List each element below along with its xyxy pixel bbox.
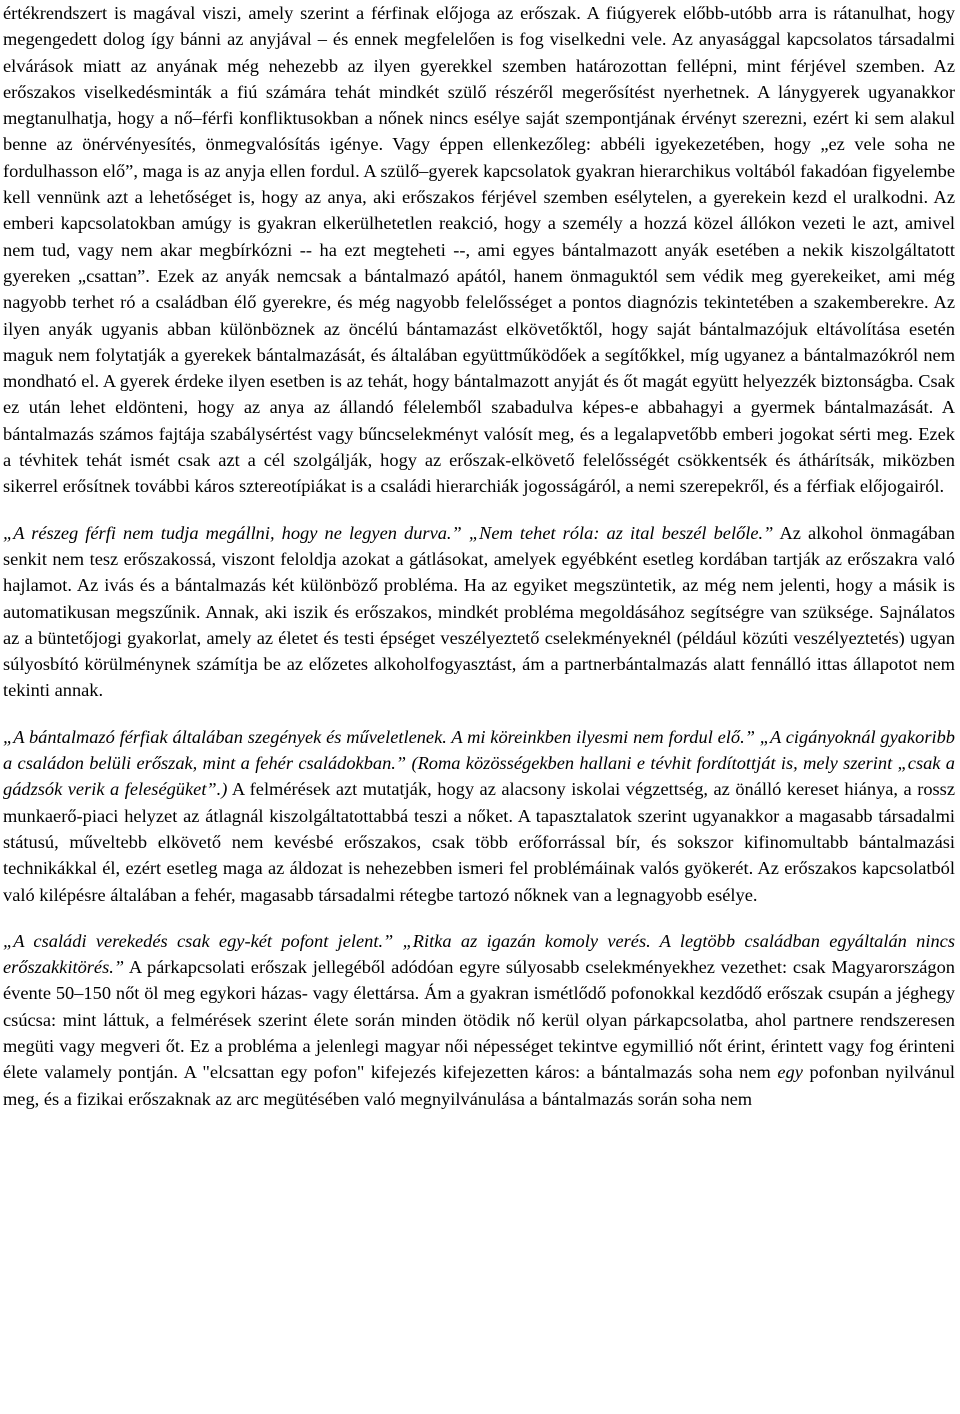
italic-text: egy [777, 1062, 803, 1083]
paragraph [3, 928, 955, 1112]
body-text: Az alkohol önmagában senkit nem tesz erőszakossá, viszont feloldja azokat a gátlásokat, amelyek egyébként esetleg kordában tartják az erőszakra való hajlamot. Az ivás és a bántalmazás két különböző probléma. Ha az egyiket megszüntetik, az még nem jelenti, hogy a másik is automatikusan megszűnik. Annak, aki iszik és erőszakos, mindkét probléma megoldásához segítségre van szüksége. Sajnálatos az a büntetőjogi gyakorlat, amely az életet és testi épséget veszélyeztető cselekményeknél (például közúti veszélyeztetés) ugyan súlyosbító körülménynek számítja be az előzetes alkoholfogyasztást, ám a partnerbántalmazás alatt fennálló ittas állapotot nem tekinti annak. [3, 522, 955, 701]
italic-text: „A családi verekedés csak egy-két pofont jelent.” „Ritka az igazán komoly verés. A legtöbb családban egyáltalán nincs erőszakkitörés.” [3, 930, 955, 978]
paragraph [3, 0, 955, 500]
italic-text: „A bántalmazó férfiak általában szegények és műveletlenek. A mi köreinkben ilyesmi nem fordul elő.” „A cigányoknál gyakoribb a családon belüli erőszak, mint a fehér családokban.” (Roma közösségekben hallani e tévhit fordítottját is, mely szerint „csak a gádzsók verik a feleségüket”.) [3, 726, 955, 800]
body-text: A felmérések azt mutatják, hogy az alacsony iskolai végzettség, az önálló kereset hiánya, a rossz munkaerő-piaci helyzet az átlagnál kiszolgáltatottabbá teszi a nőket. A tapasztalatok szerint ugyanakkor a magasabb társadalmi státusú, műveltebb elkövető nem kevésbé erőszakos, csak több erőforrással bír, és sokszor kifinomultabb bántalmazási technikákkal él, ezért esetleg maga az áldozat is nehezebben ismeri fel problémáinak valós gyökerét. Az erőszakos kapcsolatból való kilépésre általában a fehér, magasabb társadalmi rétegbe tartozó nőknek van a legnagyobb esélye. [3, 779, 956, 905]
document-body [3, 0, 955, 1112]
paragraph [3, 724, 955, 908]
body-text: értékrendszert is magával viszi, amely szerint a férfinak előjoga az erőszak. A fiúgyerek előbb-utóbb arra is rátanulhat, hogy megengedett dolog így bánni az anyjával – és ennek megfelelően is fog viselkedni vele. Az anyasággal kapcsolatos társadalmi elvárások miatt az anyának még nehezebb az ilyen gyerekkel szemben határozottan fellépni, mint férjével szemben. Az erőszakos viselkedésminták a fiú számára tehát mindkét szülő részéről megerősítést nyerhetnek. A lánygyerek ugyanakkor megtanulhatja, hogy a nő–férfi konfliktusokban a nőnek nincs esélye saját szempontjának érvényt szerezni, ezért ki sem alakul benne az önérvényesítés, önmegvalósítás igénye. Vagy éppen ellenkezőleg: abbéli igyekezetében, hogy „ez vele soha ne fordulhasson elő”, maga is az anyja ellen fordul. A szülő–gyerek kapcsolatok gyakran hierarchikus voltából fakadóan figyelembe kell vennünk azt a lehetőséget is, hogy az anya, aki erőszakos férjével szemben esélytelen, a gyerekein kezd el uralkodni. Az emberi kapcsolatokban amúgy is gyakran elkerülhetetlen reakció, hogy a személy a hozzá közel állókon vezeti le azt, amivel nem tud, vagy nem akar megbírkózni -- ha ezt megteheti --, ami egyes bántalmazott anyák esetében a nekik kiszolgáltatott gyereken „csattan”. Ezek az anyák nemcsak a bántalmazó apától, hanem önmaguktól sem védik meg gyerekeiket, ami még nagyobb terhet ró a családban élő gyerekre, és még nagyobb felelősséget a pontos diagnózis tekintetében a szakemberekre. Az ilyen anyák ugyanis abban különböznek az öncélú bántamazást elkövetőktől, hogy saját bántalmazójuk eltávolítása esetén maguk nem folytatják a gyerekek bántalmazását, és általában együttműködőek a segítőkkel, míg ugyanez a bántalmazókról nem mondható el. A gyerek érdeke ilyen esetben is az tehát, hogy bántalmazott anyját és őt magát együtt helyezzék biztonságba. Csak ez után lehet eldönteni, hogy az anya az állandó félelemből szabadulva képes-e abbahagyi a gyermek bántalmazását. A bántalmazás számos fajtája szabálysértést vagy bűncselekményt valósít meg, és a legalapvetőbb emberi jogokat sérti meg. Ezek a tévhitek tehát ismét csak azt a cél szolgálják, hogy az erőszak-elkövető felelősségét csökkentsék és áthárítsák, miközben sikerrel erősítnek további káros sztereotípiákat is a családi hierarchiák jogosságáról, a nemi szerepekről, és a férfiak előjogairól. [3, 3, 955, 497]
body-text: A párkapcsolati erőszak jellegéből adódóan egyre súlyosabb cselekményekhez vezethet: csak Magyarországon évente 50–150 nőt öl meg egykori házas- vagy élettársa. Ám a gyakran ismétlődő pofonokkal kezdődő erőszak csupán a jéghegy csúcsa: mint láttuk, a felmérések szerint élete során minden ötödik nő kerül olyan párkapcsolatba, ahol partnere rendszeresen megüti vagy megveri őt. Ez a probléma a jelenlegi magyar női népességet tekintve egymillió nőt érint, érintett vagy fog érinteni élete valamely pontján. A "elcsattan egy pofon" kifejezés kifejezetten káros: a bántalmazás soha nem [3, 957, 955, 1083]
body-text: pofonban nyilvánul meg, és a fizikai erőszaknak az arc megütésében való megnyilvánulása a bántalmazás során soha nem [3, 1062, 955, 1109]
paragraph [3, 520, 955, 704]
italic-text: „A részeg férfi nem tudja megállni, hogy ne legyen durva.” „Nem tehet róla: az ital beszél belőle.” [3, 522, 774, 543]
